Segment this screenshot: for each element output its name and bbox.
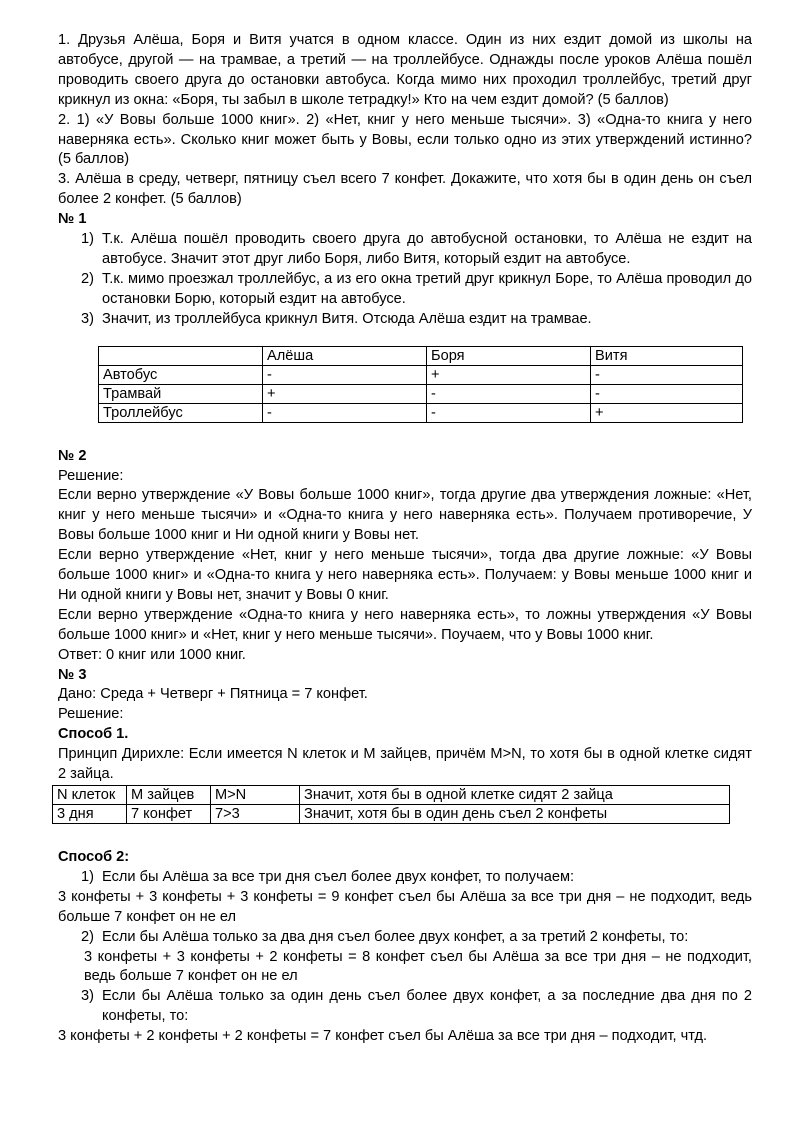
paragraph: Решение: <box>58 467 124 484</box>
table-cell: 7 конфет <box>127 805 211 824</box>
step-text: Если бы Алёша за все три дня съел более двух конфет, то получаем: <box>102 868 575 885</box>
transport-table <box>98 346 743 423</box>
dirichlet-table <box>52 785 730 824</box>
solution-3-heading: № 3 <box>58 666 87 683</box>
table-cell: - <box>263 403 427 422</box>
table-cell: 3 дня <box>53 805 127 824</box>
table-cell: Трамвай <box>99 384 263 403</box>
table-cell: Значит, хотя бы в одной клетке сидят 2 зайца <box>300 786 730 805</box>
method-2-step-1 <box>58 868 752 888</box>
list-item <box>58 270 752 310</box>
table-cell: Значит, хотя бы в один день съел 2 конфеты <box>300 805 730 824</box>
step-text: Если бы Алёша только за один день съел более двух конфет, а за последние два дня по 2 конфеты, то: <box>102 988 752 1025</box>
table-cell <box>99 346 263 365</box>
table-cell: Автобус <box>99 365 263 384</box>
table-row <box>99 365 743 384</box>
table-cell: Боря <box>427 346 591 365</box>
solution-1-heading: № 1 <box>58 211 87 228</box>
step-number: 1) <box>81 231 94 248</box>
method-2-heading: Способ 2: <box>58 849 130 865</box>
list-item <box>58 230 752 270</box>
step-number: 3) <box>81 310 94 327</box>
solution-1-steps <box>58 230 752 330</box>
table-cell: - <box>427 384 591 403</box>
table-cell: + <box>427 365 591 384</box>
step-text: Если бы Алёша только за два дня съел более двух конфет, а за третий 2 конфеты, то: <box>102 928 689 945</box>
step-text: Т.к. Алёша пошёл проводить своего друга до автобусной остановки, то Алёша не ездит на автобусе. Значит этот друг либо Боря, либо Витя, который ездит на автобусе. <box>102 231 752 267</box>
dirichlet-principle: Принцип Дирихле: Если имеется N клеток и M зайцев, причём M>N, то хотя бы в одной клетке сидят 2 зайца. <box>58 746 752 783</box>
table-row <box>53 786 730 805</box>
spacer <box>58 824 752 848</box>
table-cell: Троллейбус <box>99 403 263 422</box>
spacer <box>58 423 752 447</box>
method-1-heading: Способ 1. <box>58 726 129 743</box>
method-2-step-2 <box>58 928 752 948</box>
solution-label: Решение: <box>58 706 124 723</box>
table-cell: + <box>263 384 427 403</box>
step-text: Т.к. мимо проезжал троллейбус, а из его окна третий друг крикнул Боре, то Алёша проводил до остановки Борю, который ездит на автобусе. <box>102 270 752 307</box>
step-text: Значит, из троллейбуса крикнул Витя. Отсюда Алёша ездит на трамвае. <box>102 310 592 327</box>
solution-2-heading: № 2 <box>58 447 87 464</box>
list-item: 1) Если бы Алёша за все три дня съел более двух конфет, то получаем: <box>58 868 752 888</box>
paragraph: Если верно утверждение «Одна-то книга у него наверняка есть», то ложны утверждения «У Вовы больше 1000 книг» и «Нет, книг у него меньше тысячи». Поучаем, что у Вовы 1000 книг. <box>58 606 752 643</box>
table-row <box>53 805 730 824</box>
table-cell: - <box>591 384 743 403</box>
step-number: 2) <box>81 270 94 287</box>
table-cell: - <box>591 365 743 384</box>
task-2: 2. 1) «У Вовы больше 1000 книг». 2) «Нет, книг у него меньше тысячи». 3) «Одна-то книга у него наверняка есть». Сколько книг может быть у Вовы, если только одно из этих утверждений истинно? (5 баллов) <box>58 111 752 168</box>
table-cell: 7>3 <box>211 805 300 824</box>
calculation: 3 конфеты + 2 конфеты + 2 конфеты = 7 конфет съел бы Алёша за все три дня – подходит, чтд. <box>58 1028 708 1045</box>
table-cell: Алёша <box>263 346 427 365</box>
table-cell: Витя <box>591 346 743 365</box>
table-cell: - <box>263 365 427 384</box>
table-cell: N клеток <box>53 786 127 805</box>
document-page <box>58 31 752 1047</box>
task-3: 3. Алёша в среду, четверг, пятницу съел всего 7 конфет. Докажите, что хотя бы в один день он съел более 2 конфет. (5 баллов) <box>58 171 752 208</box>
table-cell: + <box>591 403 743 422</box>
calculation: 3 конфеты + 3 конфеты + 2 конфеты = 8 конфет съел бы Алёша за все три дня – не подходит, ведь больше 7 конфет он не ел <box>84 948 752 985</box>
list-item: 3) Если бы Алёша только за один день съел более двух конфет, а за последние два дня по 2 конфеты, то: <box>58 987 752 1027</box>
table-header-row <box>99 346 743 365</box>
table-row <box>99 403 743 422</box>
list-item: 2) Если бы Алёша только за два дня съел более двух конфет, а за третий 2 конфеты, то: <box>58 928 752 948</box>
calculation: 3 конфеты + 3 конфеты + 3 конфеты = 9 конфет съел бы Алёша за все три дня – не подходит, ведь больше 7 конфет он не ел <box>58 888 752 925</box>
task-1: 1. Друзья Алёша, Боря и Витя учатся в одном классе. Один из них ездит домой из школы на автобусе, другой — на трамвае, а третий — на троллейбусе. Однажды после уроков Алёша пошёл проводить своего друга до остановки автобуса. Когда мимо них проходил троллейбус, третий друг крикнул из окна: «Боря, ты забыл в школе тетрадку!» Кто на чем ездит домой? (5 баллов) <box>58 32 752 108</box>
answer: Ответ: 0 книг или 1000 книг. <box>58 646 246 663</box>
paragraph: Если верно утверждение «У Вовы больше 1000 книг», тогда другие два утверждения ложные: «Нет, книг у него меньше тысячи» и «Одна-то книга у него наверняка есть». Получаем противоречие, У Вовы больше 1000 книг и Ни одной книги у Вовы нет. <box>58 487 752 544</box>
paragraph: Если верно утверждение «Нет, книг у него меньше тысячи», тогда два другие ложные: «У Вовы больше 1000 книг» и «Одна-то книга у него наверняка есть». Получаем: у Вовы меньше 1000 книг и Ни одной книги у Вовы нет, значит у Вовы 0 книг. <box>58 547 752 603</box>
list-item <box>58 310 752 330</box>
table-cell: M зайцев <box>127 786 211 805</box>
table-cell: M>N <box>211 786 300 805</box>
table-cell: - <box>427 403 591 422</box>
method-2-step-3 <box>58 987 752 1027</box>
table-row <box>99 384 743 403</box>
given: Дано: Среда + Четверг + Пятница = 7 конфет. <box>58 686 368 703</box>
